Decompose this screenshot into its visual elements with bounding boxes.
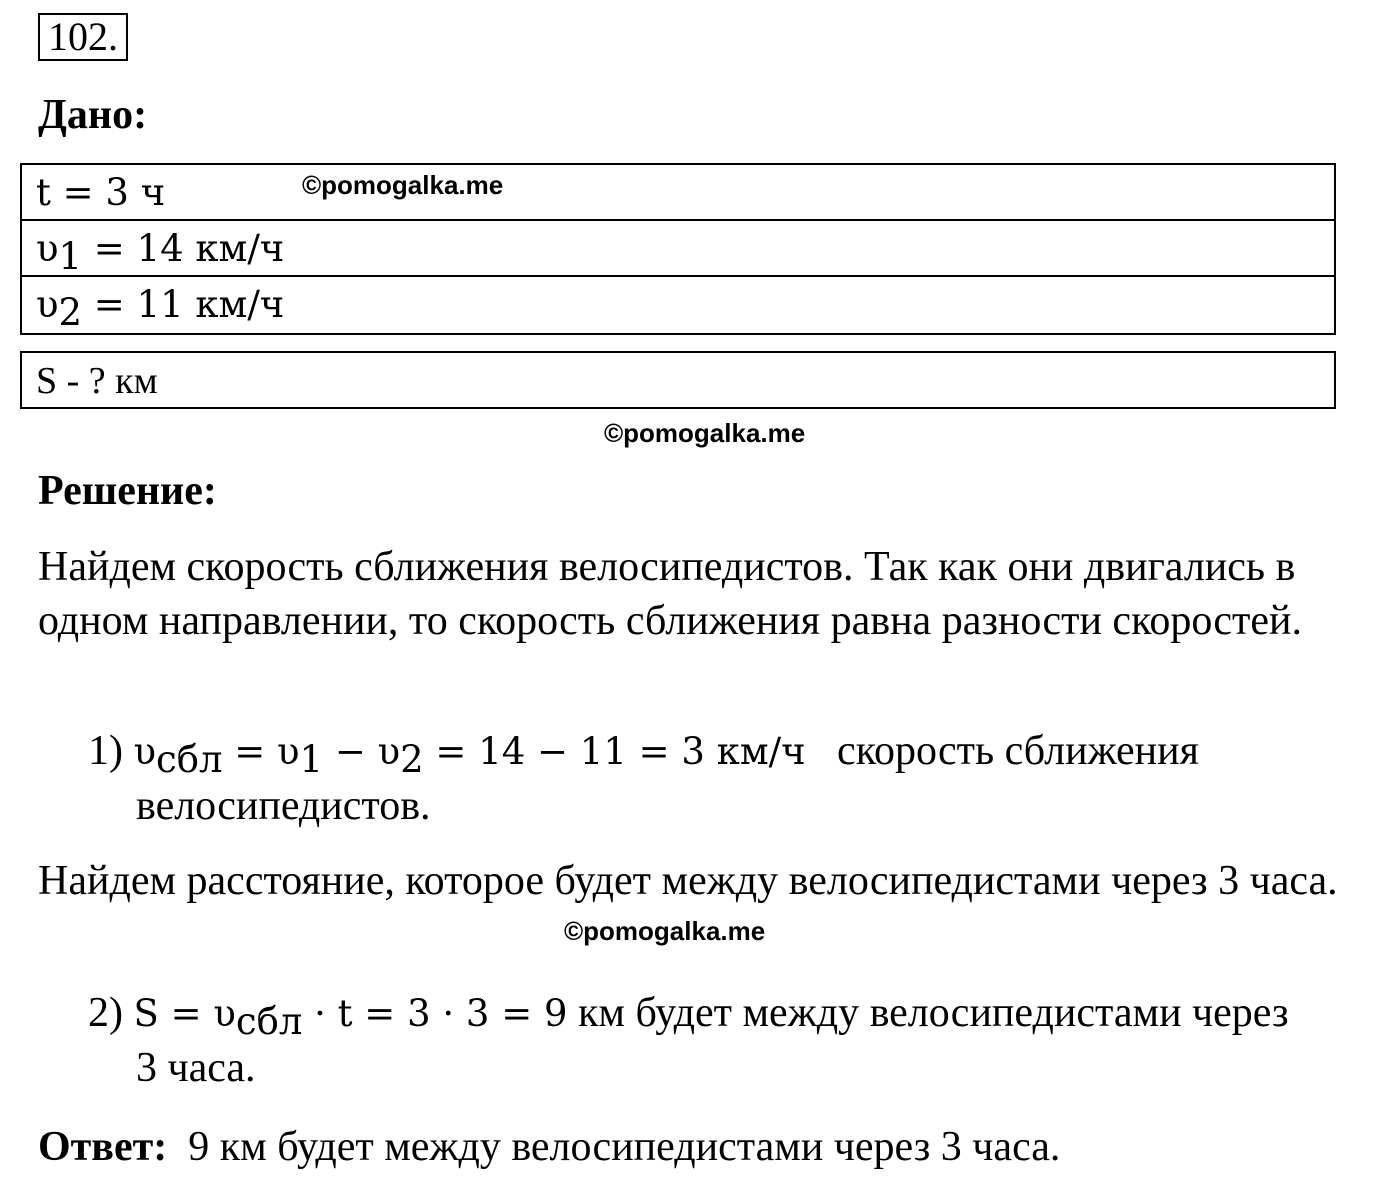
solution-step-1 <box>88 724 1358 833</box>
step-1-sub-2: 2 <box>400 738 424 781</box>
v1-value: = 14 км/ч <box>82 227 285 270</box>
step-1-eq1: = υ <box>222 730 300 773</box>
answer <box>38 1120 1060 1174</box>
solution-paragraph-1: Найдем скорость сближения велосипедистов. Так как они двигались в одном направлении, то скорость сближения равна разности скоростей. <box>38 544 1302 644</box>
solution-title: Решение: <box>38 468 217 514</box>
watermark-1: ©pomogalka.me <box>302 170 504 200</box>
given-time-value: t = 3 ч <box>36 171 166 214</box>
given-speed-1 <box>22 221 1334 277</box>
step-1-eq2: = 14 − 11 = 3 км/ч <box>423 730 806 773</box>
problem-number: 102. <box>38 13 128 61</box>
answer-label: Ответ: <box>38 1124 168 1170</box>
answer-text: 9 км будет между велосипедистами через 3 часа. <box>167 1124 1061 1170</box>
step-1-v-symbol: υ <box>133 730 156 773</box>
step-2-text: км будет между велосипедистами через <box>567 990 1289 1036</box>
step-1-continuation: велосипедистов. <box>136 783 431 829</box>
step-2-sbl-sub: сбл <box>235 1000 303 1043</box>
watermark-2: ©pomogalka.me <box>604 418 806 448</box>
step-2-s-eq: S = υ <box>133 992 236 1035</box>
solution-step-2 <box>88 986 1358 1095</box>
step-1-text: скорость сближения <box>805 728 1199 774</box>
step-2-number: 2) <box>88 990 123 1036</box>
v2-subscript: 2 <box>58 291 83 334</box>
step-1-sbl-sub: сбл <box>156 738 223 781</box>
step-2-eq: · t = 3 · 3 = 9 <box>302 992 568 1035</box>
given-time <box>22 165 1334 221</box>
find-box: S - ? км <box>20 351 1336 409</box>
step-2-continuation: 3 часа. <box>136 1045 256 1091</box>
watermark-3: ©pomogalka.me <box>564 916 766 946</box>
v2-symbol: υ <box>36 283 59 326</box>
step-2-line <box>88 986 1358 1041</box>
given-title: Дано: <box>38 92 148 138</box>
given-speed-2 <box>22 277 1334 333</box>
step-1-minus: − υ <box>323 730 401 773</box>
solution-paragraph-2: Найдем расстояние, которое будет между велосипедистами через 3 часа. <box>38 858 1338 904</box>
step-1-line <box>88 724 1358 779</box>
v1-subscript: 1 <box>58 235 83 278</box>
step-1-sub-1: 1 <box>299 738 324 781</box>
v2-value: = 11 км/ч <box>82 283 285 326</box>
v1-symbol: υ <box>36 227 59 270</box>
step-1-number: 1) <box>88 728 123 774</box>
given-table <box>20 163 1336 335</box>
